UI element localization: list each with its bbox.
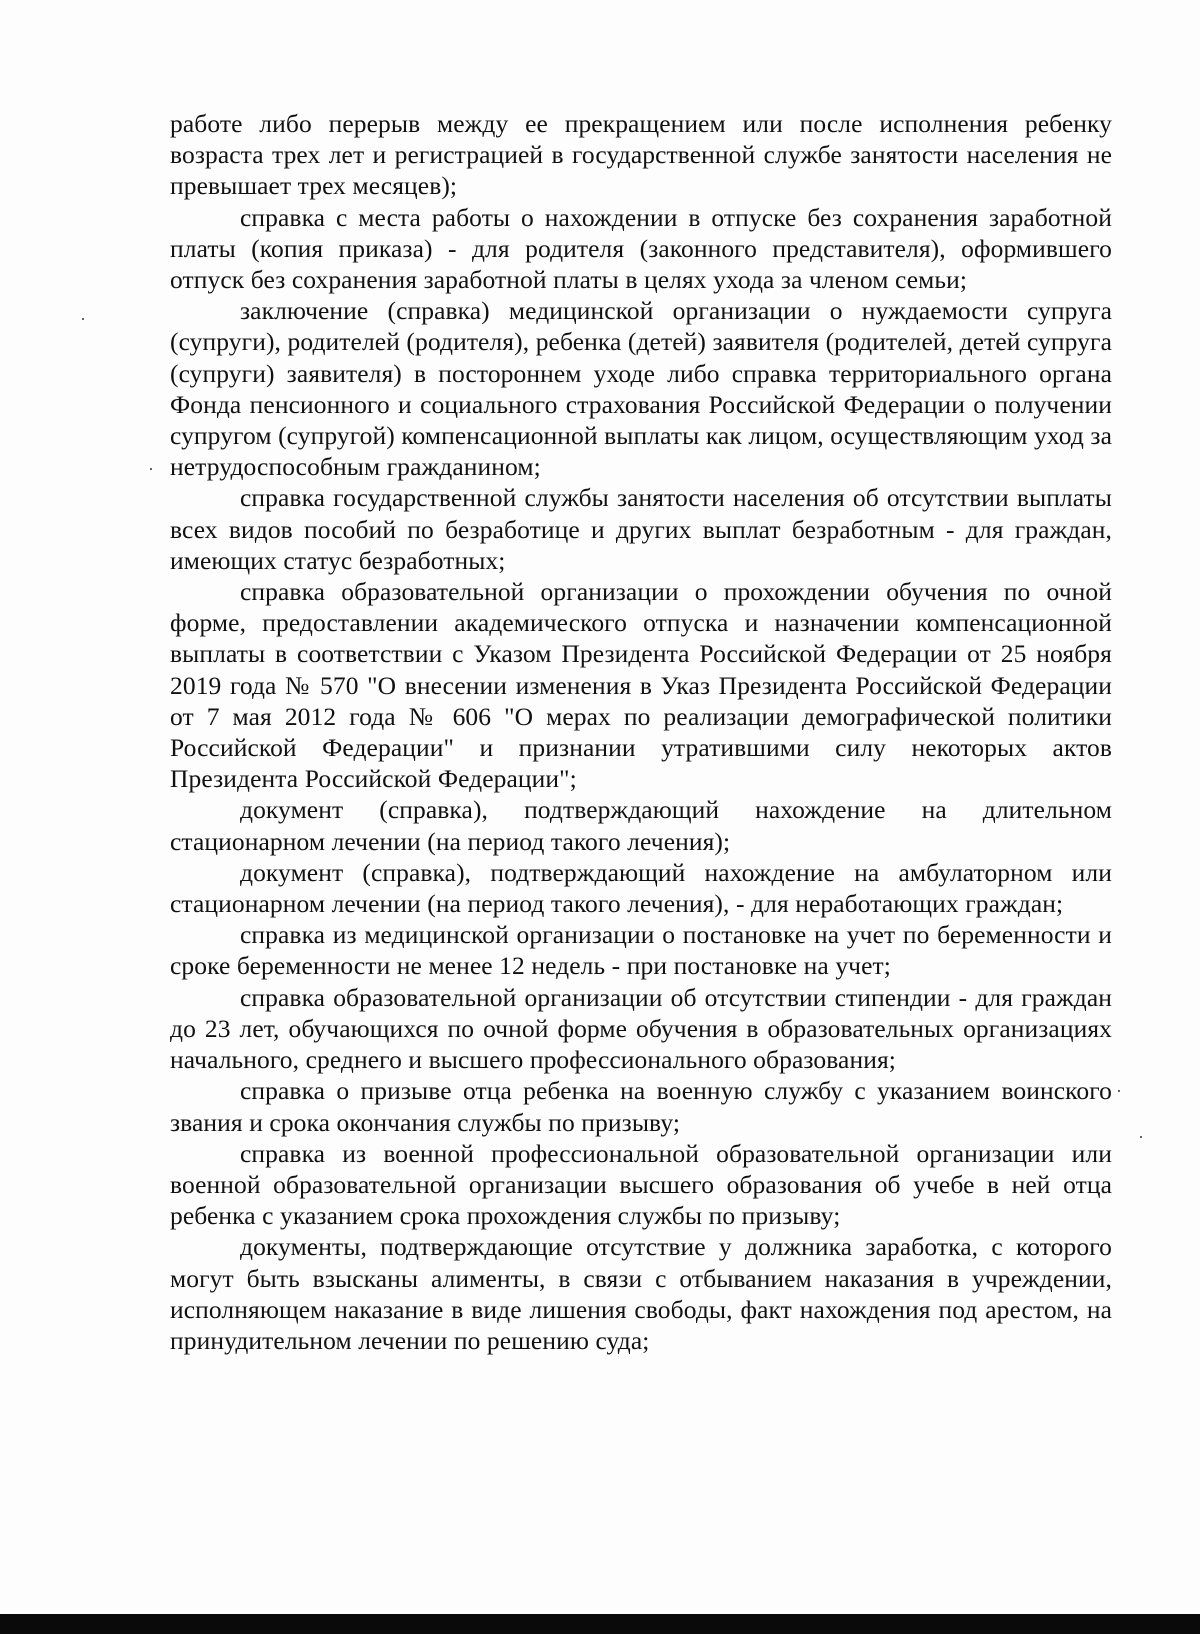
paragraph-no-scholarship: справка образовательной организации об отсутствии стипендии - для граждан до 23 лет, обучающихся по очной форме обучения в образовательных организациях начального, среднего и высшего профессионального образования;: [170, 982, 1112, 1075]
paragraph-employment-service-certificate: справка государственной службы занятости населения об отсутствии выплаты всех видов пособий по безработице и других выплат безработным - для граждан, имеющих статус безработных;: [170, 483, 1112, 575]
paragraph-military-conscription: справка о призыве отца ребенка на военную службу с указанием воинского звания и срока окончания службы по призыву;: [170, 1076, 1112, 1137]
document-body: [170, 108, 1112, 1356]
scan-speck: [1140, 1136, 1142, 1138]
scan-speck: [150, 468, 152, 470]
paragraph-military-education: справка из военной профессиональной образовательной организации или военной образовательной организации высшего образования об учебе в ней отца ребенка с указанием срока прохождения службы по призыву;: [170, 1138, 1112, 1231]
scan-speck: [1118, 1090, 1120, 1092]
paragraph-pregnancy-registration: справка из медицинской организации о постановке на учет по беременности и сроке беременности не менее 12 недель - при постановке на учет;: [170, 920, 1112, 981]
paragraph-outpatient-treatment: документ (справка), подтверждающий нахождение на амбулаторном или стационарном лечении (на период такого лечения), - для неработающих граждан;: [170, 857, 1112, 919]
scan-edge-bar: [0, 1614, 1200, 1634]
paragraph-medical-care-conclusion: заключение (справка) медицинской организации о нуждаемости супруга (супруги), родителей (родителя), ребенка (детей) заявителя (родителей, детей супруга (супруги) заявителя) в постороннем уходе либо справка территориального органа Фонда пенсионного и социального страхования Российской Федерации о получении супругом (супругой) компенсационной выплаты как лицом, осуществляющим уход за нетрудоспособным гражданином;: [170, 296, 1112, 482]
scan-speck: [82, 318, 84, 320]
paragraph-continuation: работе либо перерыв между ее прекращением или после исполнения ребенку возраста трех лет и регистрацией в государственной службе занятости населения не превышает трех месяцев);: [170, 109, 1112, 201]
paragraph-debtor-documents: документы, подтверждающие отсутствие у должника заработка, с которого могут быть взысканы алименты, в связи с отбыванием наказания в учреждении, исполняющем наказание в виде лишения свободы, факт нахождения под арестом, на принудительном лечении по решению суда;: [170, 1232, 1112, 1355]
paragraph-leave-certificate: справка с места работы о нахождении в отпуске без сохранения заработной платы (копия приказа) - для родителя (законного представителя), оформившего отпуск без сохранения заработной платы в целях ухода за членом семьи;: [170, 202, 1112, 295]
paragraph-inpatient-treatment: документ (справка), подтверждающий нахождение на длительном стационарном лечении (на период такого лечения);: [170, 795, 1112, 856]
paragraph-education-certificate: справка образовательной организации о прохождении обучения по очной форме, предоставлении академического отпуска и назначении компенсационной выплаты в соответствии с Указом Президента Российской Федерации от 25 ноября 2019 года № 570 "О внесении изменения в Указ Президента Российской Федерации от 7 мая 2012 года № 606 "О мерах по реализации демографической политики Российской Федерации" и признании утратившими силу некоторых актов Президента Российской Федерации";: [170, 577, 1112, 794]
